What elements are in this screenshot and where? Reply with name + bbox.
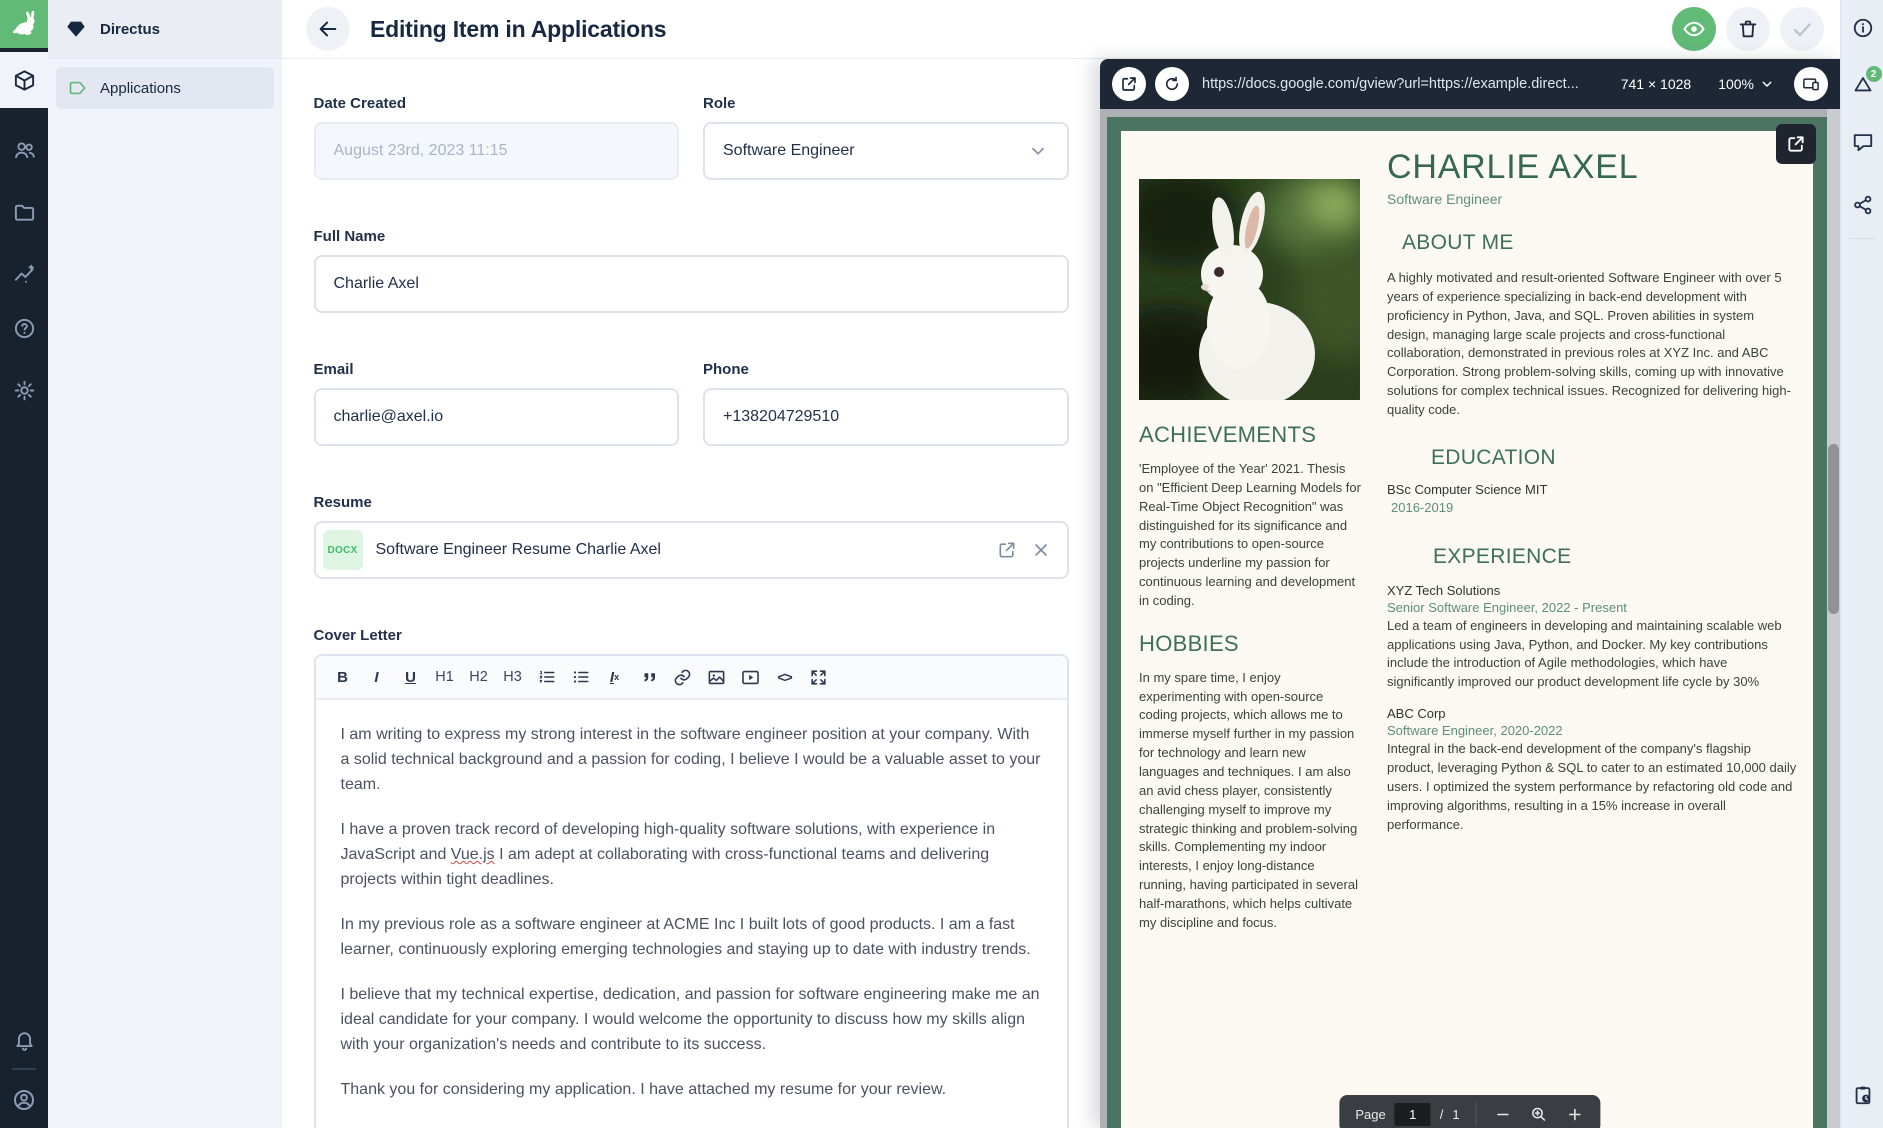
devices-icon: [1802, 75, 1820, 93]
image-icon: [707, 668, 726, 687]
achievements-heading: ACHIEVEMENTS: [1139, 422, 1317, 447]
revisions-count-badge: 2: [1866, 66, 1882, 82]
cover-letter-label: Cover Letter: [313, 627, 402, 644]
sidebar-divider: [1849, 238, 1876, 239]
heading2-button[interactable]: H2: [466, 662, 492, 692]
open-url-button[interactable]: [1112, 67, 1146, 101]
fullscreen-button[interactable]: [806, 662, 832, 692]
preview-dimensions: 741 × 1028: [1620, 76, 1692, 92]
full-name-label: Full Name: [313, 228, 386, 245]
page-divider: /: [1439, 1106, 1444, 1122]
plus-icon: [1566, 1106, 1583, 1123]
directus-logo[interactable]: [0, 0, 48, 48]
resume-label: Resume: [313, 494, 372, 511]
bullet-list-button[interactable]: [568, 662, 594, 692]
page-title: Editing Item in Applications: [370, 15, 667, 42]
bullet-list-icon: [572, 668, 590, 686]
resume-right-column: [1361, 148, 1803, 1128]
back-button[interactable]: [306, 7, 350, 51]
resume-title: Software Engineer: [1387, 191, 1503, 207]
resume-file-field[interactable]: [314, 521, 1069, 579]
job-role: Software Engineer, 2020-2022: [1387, 723, 1563, 739]
page-header: [282, 0, 1840, 59]
quote-icon: [640, 668, 658, 686]
education-heading: EDUCATION: [1431, 445, 1556, 469]
right-sidebar: [1840, 0, 1883, 1128]
resume-name: CHARLIE AXEL: [1387, 148, 1639, 186]
zoom-level-value: 100%: [1718, 76, 1754, 92]
revisions-icon-wrap: [1852, 68, 1877, 95]
project-switcher[interactable]: [48, 0, 282, 59]
page-number-input[interactable]: [1395, 1103, 1431, 1126]
insert-image-button[interactable]: [704, 662, 730, 692]
project-gem-icon: [65, 18, 87, 40]
video-icon: [741, 668, 760, 687]
preview-scrollbar[interactable]: [1827, 109, 1840, 1128]
resume-left-column: [1139, 148, 1361, 1128]
revisions-sidebar-button[interactable]: [1841, 62, 1883, 106]
page-label: Page: [1355, 1106, 1386, 1122]
heading3-button[interactable]: H3: [500, 662, 526, 692]
heading1-button[interactable]: H1: [432, 662, 458, 692]
module-insights-icon[interactable]: [0, 250, 48, 298]
open-in-new-icon: [997, 540, 1017, 560]
italic-button[interactable]: I: [364, 662, 390, 692]
job-entry: [1387, 583, 1797, 692]
popout-preview-button[interactable]: [1776, 124, 1816, 164]
preview-drawer-header: [1100, 59, 1840, 109]
eye-icon: [1682, 17, 1706, 41]
preview-drawer: [1100, 59, 1840, 1128]
zoom-level-select[interactable]: [1718, 76, 1775, 92]
editor-toolbar: [316, 656, 1067, 700]
notifications-icon[interactable]: [0, 1016, 48, 1064]
open-in-new-icon: [1786, 134, 1806, 154]
role-select[interactable]: [703, 122, 1069, 180]
job-entry: [1387, 706, 1797, 834]
job-description: Led a team of engineers in developing and maintaining scalable web applications using Java, Python, and Docker. My key contributions include the introduction of Agile methodologies, which have significantly improved our product development life cycle by 30%: [1387, 617, 1782, 690]
experience-heading: EXPERIENCE: [1433, 544, 1572, 568]
nav-sidebar: [48, 0, 282, 1128]
sidebar-item-label: Applications: [100, 79, 181, 97]
header-actions: [1672, 7, 1824, 51]
info-sidebar-button[interactable]: [1841, 6, 1883, 50]
magnifier-plus-icon: [1530, 1105, 1548, 1123]
rabbit-photo: [1139, 179, 1360, 400]
module-content-icon[interactable]: [0, 56, 48, 104]
job-company: XYZ Tech Solutions: [1387, 582, 1501, 598]
check-icon: [1790, 17, 1814, 41]
comments-sidebar-button[interactable]: [1841, 120, 1883, 164]
cover-letter-paragraph: I believe that my technical expertise, dedication, and passion for software engineering make me an ideal candidate for your company. I would welcome the opportunity to discuss how my skills align with your organization's needs and contribute to its success.: [340, 986, 1040, 1053]
full-name-field[interactable]: [314, 255, 1069, 313]
cover-letter-paragraph: I have a proven track record of developing high-quality software solutions, with experience in JavaScript and Vue.js I am adept at collaborating with cross-functional teams and delivering projects within tight deadlines.: [340, 821, 996, 888]
close-icon: [1031, 540, 1051, 560]
hobbies-heading: HOBBIES: [1139, 630, 1239, 656]
page-total: 1: [1452, 1106, 1460, 1122]
comment-icon: [1852, 131, 1874, 153]
fullscreen-icon: [809, 668, 828, 687]
resume-page: [1121, 131, 1813, 1128]
save-button[interactable]: [1780, 7, 1824, 51]
clear-format-button[interactable]: I x: [602, 662, 628, 692]
email-label: Email: [313, 361, 354, 378]
ordered-list-button[interactable]: [534, 662, 560, 692]
resume-file-name: Software Engineer Resume Charlie Axel: [375, 541, 661, 558]
phone-label: Phone: [703, 361, 749, 378]
about-heading: ABOUT ME: [1402, 231, 1514, 254]
module-users-icon[interactable]: [0, 126, 48, 174]
zoom-in-button[interactable]: [1557, 1097, 1593, 1128]
phone-field[interactable]: [703, 388, 1069, 446]
document-preview-area: [1100, 109, 1840, 1128]
module-bar: [0, 0, 48, 1128]
module-help-icon[interactable]: [0, 304, 48, 352]
numbered-list-icon: [538, 668, 556, 686]
minus-icon: [1494, 1106, 1511, 1123]
job-role: Senior Software Engineer, 2022 - Present: [1387, 599, 1627, 615]
sidebar-item-applications[interactable]: [56, 67, 274, 109]
about-text: A highly motivated and result-oriented Software Engineer with over 5 years of experience specializing in back-end development with proficiency in Python, Java, and SQL. Proven abilities in system design, managing large scale projects and cross-functional collaboration, demonstrated in previous roles at XYZ Inc. and ABC Corporation. Strong problem-solving skills, coming up with innovative solutions for complex technical issues. Recognized for delivering high-quality code.: [1387, 270, 1791, 417]
account-icon[interactable]: [0, 1076, 48, 1124]
open-in-new-icon: [1120, 75, 1138, 93]
zoom-out-button[interactable]: [1485, 1097, 1521, 1128]
spellcheck-word: Vue.js: [450, 846, 495, 863]
education-years: 2016-2019: [1391, 499, 1454, 515]
role-label: Role: [703, 95, 736, 112]
cover-letter-paragraph: In my previous role as a software engineer at ACME Inc I built lots of good products. I am a fast learner, continuously exploring emerging technologies and staying up to date with industry trends.: [340, 916, 1031, 958]
trash-icon: [1737, 18, 1759, 40]
document-pager: [1339, 1095, 1600, 1128]
module-bar-divider: [12, 1068, 36, 1070]
link-icon: [673, 668, 692, 687]
achievements-text: 'Employee of the Year' 2021. Thesis on "Efficient Deep Learning Models for Real-Time Object Recognition" was distinguished for its significance and my contributions to open-source projects underline my passion for continuous learning and development in coding.: [1139, 461, 1361, 608]
module-settings-icon[interactable]: [0, 366, 48, 414]
chevron-down-icon: [1027, 140, 1049, 162]
arrow-left-icon: [317, 18, 339, 40]
date-created-label: Date Created: [313, 95, 407, 112]
document-frame: [1107, 117, 1827, 1128]
shares-sidebar-button[interactable]: [1841, 183, 1883, 227]
collection-tag-icon: [68, 78, 88, 98]
responsive-size-button[interactable]: [1794, 67, 1828, 101]
zoom-lens-button[interactable]: [1521, 1097, 1557, 1128]
blockquote-button[interactable]: [636, 662, 662, 692]
code-button[interactable]: <>: [772, 662, 798, 692]
info-icon: [1852, 17, 1874, 39]
role-selected-value: Software Engineer: [723, 142, 855, 159]
preview-button[interactable]: [1672, 7, 1716, 51]
open-file-button[interactable]: [997, 540, 1017, 560]
module-files-icon[interactable]: [0, 188, 48, 236]
refresh-icon: [1163, 75, 1181, 93]
item-edit-form: [282, 59, 1100, 1128]
clipboard-clock-icon: [1852, 1084, 1874, 1106]
share-icon: [1852, 194, 1874, 216]
chevron-down-icon: [1759, 76, 1775, 92]
remove-file-button[interactable]: [1031, 540, 1051, 560]
rabbit-icon: [7, 7, 41, 41]
education-degree: BSc Computer Science MIT: [1387, 481, 1548, 497]
refresh-button[interactable]: [1155, 67, 1189, 101]
cover-letter-paragraph: Thank you for considering my application. I have attached my resume for your review.: [340, 1081, 947, 1098]
link-button[interactable]: [670, 662, 696, 692]
pending-tasks-button[interactable]: [1841, 1073, 1883, 1117]
cover-letter-editor: [314, 654, 1069, 1128]
email-field[interactable]: [314, 388, 680, 446]
date-created-field: [314, 122, 680, 180]
hobbies-text: In my spare time, I enjoy experimenting with open-source coding projects, which allows me to immerse myself further in my passion for technology and learn new languages and techniques. I am also an avid chess player, consistently challenging myself to improve my strategic thinking and problem-solving skills. Complementing my indoor interests, I enjoy long-distance running, having participated in several half-marathons, which helps cultivate my discipline and focus.: [1139, 669, 1358, 930]
job-company: ABC Corp: [1387, 706, 1446, 722]
project-name: Directus: [100, 20, 161, 38]
bold-button[interactable]: B: [330, 662, 356, 692]
preview-url: https://docs.google.com/gview?url=https://example.direct...: [1202, 76, 1579, 92]
delete-button[interactable]: [1726, 7, 1770, 51]
docx-file-badge: DOCX: [323, 530, 363, 570]
underline-button[interactable]: U: [398, 662, 424, 692]
job-description: Integral in the back-end development of the company's flagship product, leveraging Python & SQL to cater to an estimated 10,000 daily users. I optimized the system performance by refactoring old code and improving algorithms, resulting in a 15% increase in overall performance.: [1387, 741, 1797, 832]
cover-letter-paragraph: I am writing to express my strong interest in the software engineer position at your company. With a solid technical background and a passion for coding, I believe I would be a valuable asset to your team.: [340, 726, 1041, 793]
cover-letter-content[interactable]: [316, 700, 1067, 1128]
preview-scrollbar-thumb[interactable]: [1828, 444, 1839, 614]
insert-video-button[interactable]: [738, 662, 764, 692]
